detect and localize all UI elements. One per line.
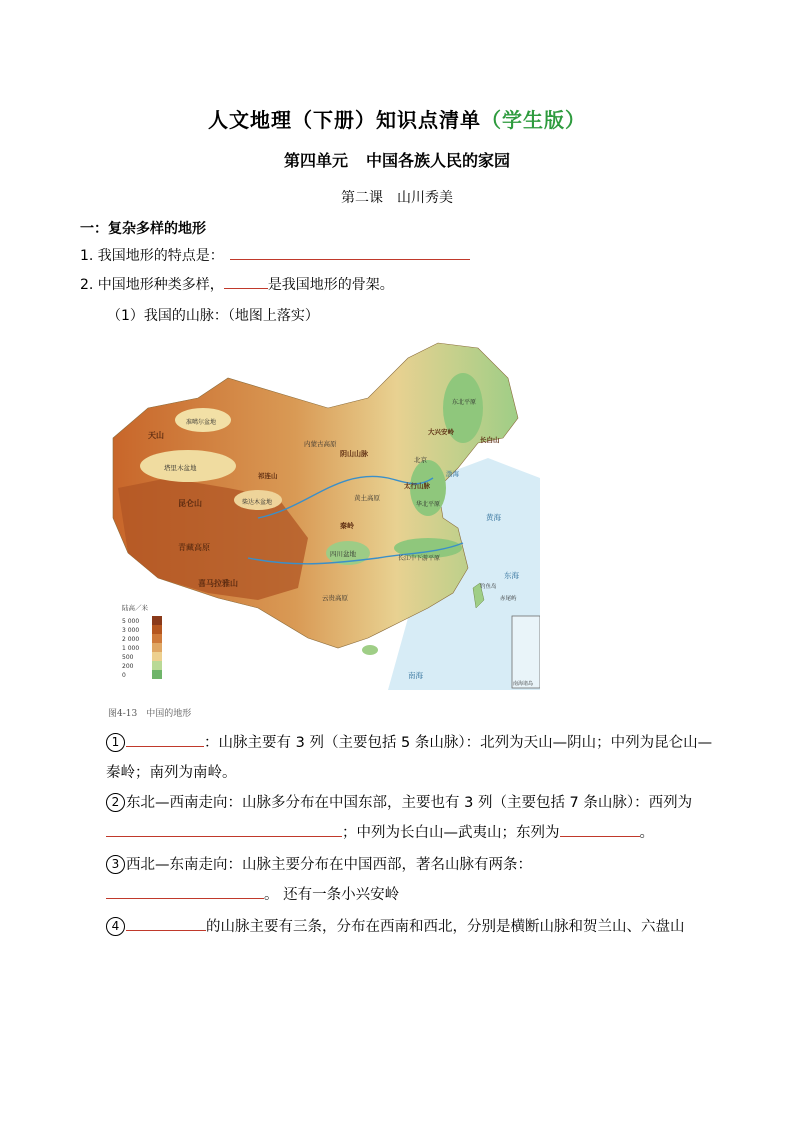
legend-swatch bbox=[152, 643, 162, 652]
label-beijing: 北京 bbox=[414, 456, 427, 464]
label-north-china-plain: 华北平原 bbox=[416, 501, 441, 508]
paragraph-1 bbox=[106, 728, 726, 788]
section-heading: 一：复杂多样的地形 bbox=[80, 221, 206, 237]
label-sichuan: 四川盆地 bbox=[330, 550, 356, 558]
answer-blank-1[interactable] bbox=[230, 245, 470, 260]
paragraph-1-text: ：山脉主要有 3 列（主要包括 5 条山脉）：北列为天山—阴山；中列为昆仑山—秦岭；南列为南岭。 bbox=[106, 735, 713, 781]
document-title bbox=[0, 104, 794, 133]
legend-level-label: 0 bbox=[122, 672, 126, 679]
hainan-island bbox=[362, 645, 378, 655]
question-2 bbox=[80, 274, 394, 294]
legend-swatch bbox=[152, 652, 162, 661]
paragraph-3-text-b: 。 还有一条小兴安岭 bbox=[264, 887, 400, 903]
label-changbai: 长白山 bbox=[480, 436, 500, 444]
paragraph-3-text-a: 西北—东南走向：山脉主要分布在中国西部，著名山脉有两条： bbox=[126, 857, 532, 873]
question-2-text-b: 是我国地形的骨架。 bbox=[267, 277, 394, 293]
answer-blank-4[interactable] bbox=[106, 822, 342, 837]
paragraph-2-text-a: 东北—西南走向：山脉多分布在中国东部，主要也有 3 列（主要包括 7 条山脉）：西列为 bbox=[126, 795, 693, 811]
legend-level-label: 1 000 bbox=[122, 645, 140, 652]
legend-level-label: 500 bbox=[122, 654, 134, 661]
label-himalaya: 喜马拉雅山 bbox=[198, 579, 238, 588]
label-yungui: 云贵高原 bbox=[322, 594, 348, 602]
paragraph-3 bbox=[106, 850, 726, 910]
answer-blank-6[interactable] bbox=[106, 884, 264, 899]
paragraph-2-text-c: 。 bbox=[639, 825, 654, 841]
answer-blank-7[interactable] bbox=[126, 916, 206, 931]
paragraph-4-text: 的山脉主要有三条，分布在西南和西北，分别是横断山脉和贺兰山、六盘山 bbox=[206, 919, 685, 935]
label-inner-mongolia: 内蒙古高原 bbox=[304, 440, 337, 448]
paragraph-2-text-b: ；中列为长白山—武夷山；东列为 bbox=[342, 825, 560, 841]
legend-level-label: 3 000 bbox=[122, 627, 140, 634]
title-suffix: （学生版） bbox=[481, 108, 586, 132]
unit-name: 中国各族人民的家园 bbox=[366, 151, 511, 170]
label-qingzang: 青藏高原 bbox=[178, 543, 210, 552]
question-1-text: 1. 我国地形的特点是： bbox=[80, 248, 224, 264]
paragraph-4 bbox=[106, 912, 726, 942]
sub-question-1: （1）我国的山脉：（地图上落实） bbox=[107, 308, 319, 324]
south-china-sea-inset bbox=[512, 616, 540, 688]
label-kunlun: 昆仑山 bbox=[178, 499, 202, 508]
answer-blank-2[interactable] bbox=[224, 274, 268, 289]
label-daxinganling: 大兴安岭 bbox=[428, 428, 454, 436]
legend-swatch bbox=[152, 634, 162, 643]
circle-number-4: 4 bbox=[106, 917, 125, 936]
answer-blank-3[interactable] bbox=[126, 732, 204, 747]
map-caption: 图4-13 中国的地形 bbox=[108, 709, 192, 719]
title-main: 人文地理（下册）知识点清单 bbox=[208, 108, 481, 132]
label-chiwei: 赤尾屿 bbox=[500, 596, 517, 602]
circle-number-2: 2 bbox=[106, 793, 125, 812]
label-qilian: 祁连山 bbox=[258, 472, 278, 480]
label-tianshan: 天山 bbox=[148, 431, 164, 440]
answer-blank-5[interactable] bbox=[560, 822, 640, 837]
label-yangtze-plain: 长江中下游平原 bbox=[398, 555, 441, 562]
legend-swatch bbox=[152, 625, 162, 634]
label-loess: 黄土高原 bbox=[354, 494, 380, 502]
label-south-sea: 南海 bbox=[408, 671, 423, 680]
label-bohai: 渤海 bbox=[446, 470, 459, 478]
legend-level-label: 2 000 bbox=[122, 636, 140, 643]
label-diaoyu: 钓鱼岛 bbox=[480, 584, 497, 590]
legend-swatch bbox=[152, 670, 162, 679]
lesson-name: 山川秀美 bbox=[397, 190, 453, 206]
legend-level-label: 5 000 bbox=[122, 618, 140, 625]
inset-label: 南海诸岛 bbox=[513, 681, 534, 687]
label-qinling: 秦岭 bbox=[340, 522, 354, 530]
question-2-text-a: 2. 中国地形种类多样， bbox=[80, 277, 224, 293]
label-yellow-sea: 黄海 bbox=[486, 513, 501, 522]
legend-swatch bbox=[152, 616, 162, 625]
label-east-sea: 东海 bbox=[504, 571, 519, 580]
label-yinshan: 阴山山脉 bbox=[340, 450, 368, 458]
label-northeast-plain: 东北平原 bbox=[452, 399, 477, 406]
lesson-heading bbox=[0, 187, 794, 207]
circle-number-1: 1 bbox=[106, 733, 125, 752]
label-qaidam: 柴达木盆地 bbox=[242, 499, 273, 506]
china-terrain-map bbox=[108, 338, 540, 690]
label-taihang: 太行山脉 bbox=[404, 482, 430, 490]
legend-swatch bbox=[152, 661, 162, 670]
legend-title: 陆高／米 bbox=[122, 604, 148, 612]
legend-level-label: 200 bbox=[122, 663, 134, 670]
unit-heading bbox=[0, 148, 794, 171]
lesson-number: 第二课 bbox=[341, 190, 383, 206]
circle-number-3: 3 bbox=[106, 855, 125, 874]
paragraph-2 bbox=[106, 788, 726, 848]
unit-number: 第四单元 bbox=[283, 151, 348, 170]
question-1 bbox=[80, 245, 470, 265]
label-junggar: 准噶尔盆地 bbox=[186, 419, 217, 426]
label-tarim: 塔里木盆地 bbox=[164, 464, 197, 472]
